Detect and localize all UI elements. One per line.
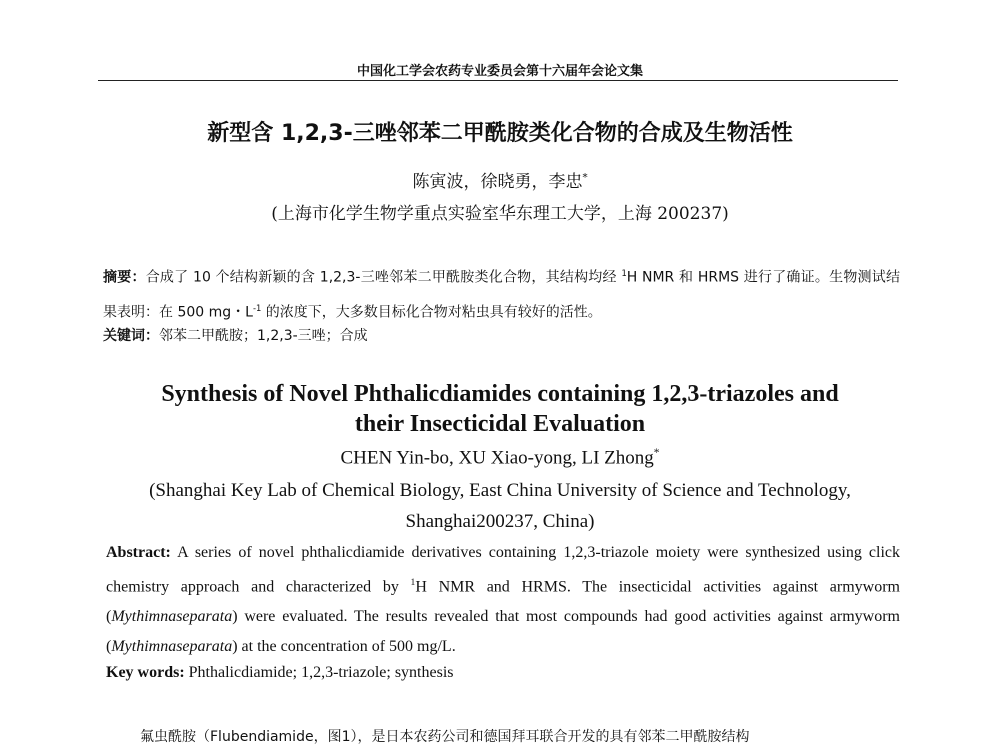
header-rule [98, 80, 898, 81]
english-affiliation-line-1: (Shanghai Key Lab of Chemical Biology, East China University of Science and Technology, [149, 480, 851, 501]
english-title [0, 379, 1000, 439]
running-header: 中国化工学会农药专业委员会第十六届年会论文集 [356, 64, 643, 79]
species-name-2: Mythimnaseparata [111, 638, 233, 656]
body-text-first-line: 氟虫酰胺（Flubendiamide，图1），是日本农药公司和德国拜耳联合开发的具有邻苯二甲酰胺结构 [140, 729, 750, 745]
english-authors [0, 447, 1000, 469]
english-affiliation-line-2: Shanghai200237, China) [405, 511, 595, 532]
chinese-abstract-text-1: 合成了 10 个结构新颖的含 1,2,3-三唑邻苯二甲酰胺类化合物，其结构均经 [145, 269, 622, 286]
species-name-1: Mythimnaseparata [111, 608, 233, 626]
chinese-abstract-text-2: H NMR 和 HRMS 进行了确证。生物测试结果表明：在 500 mg・L [103, 269, 901, 321]
chinese-abstract-label: 摘要： [103, 269, 146, 286]
english-abstract-sup: 1 [410, 577, 416, 588]
english-abstract-text-3: ) were evaluated. The results revealed that most compounds had good activities against armyworm ( [106, 608, 900, 656]
chinese-abstract-sup-2: -1 [252, 302, 262, 313]
english-abstract-text-4: ) at the concentration of 500 mg/L. [232, 638, 456, 656]
english-author-names: CHEN Yin-bo, XU Xiao-yong, LI Zhong [340, 447, 654, 469]
english-abstract [106, 538, 900, 662]
chinese-keywords [103, 325, 900, 345]
english-keywords-label: Key words: [106, 664, 185, 681]
english-abstract-text-2: H NMR and HRMS. The insecticidal activities against armyworm ( [106, 578, 901, 626]
english-corresponding-author-mark: * [653, 447, 660, 459]
english-affiliation [110, 475, 890, 537]
chinese-keywords-text: 邻苯二甲酰胺；1,2,3-三唑；合成 [159, 328, 368, 344]
corresponding-author-mark: * [582, 172, 588, 184]
chinese-affiliation: (上海市化学生物学重点实验室华东理工大学，上海 200237) [271, 204, 729, 224]
chinese-author-names: 陈寅波，徐晓勇，李忠 [412, 172, 583, 192]
chinese-abstract-text-3: 的浓度下，大多数目标化合物对粘虫具有较好的活性。 [261, 304, 602, 321]
chinese-title: 新型含 1,2,3-三唑邻苯二甲酰胺类化合物的合成及生物活性 [207, 121, 793, 146]
english-title-line-2: their Insecticidal Evaluation [354, 411, 646, 437]
chinese-keywords-label: 关键词： [103, 328, 159, 344]
english-abstract-label: Abstract: [106, 544, 171, 561]
chinese-abstract [103, 258, 900, 327]
chinese-authors [0, 167, 1000, 192]
english-title-line-1: Synthesis of Novel Phthalicdiamides containing 1,2,3-triazoles and [161, 381, 839, 407]
english-keywords-text: Phthalicdiamide; 1,2,3-triazole; synthesis [184, 664, 454, 681]
chinese-abstract-sup-1: 1 [621, 268, 627, 278]
english-abstract-text-1: A series of novel phthalicdiamide derivatives containing 1,2,3-triazole moiety were synthesized using click chemistry approach and characterized by [106, 544, 900, 596]
english-keywords [106, 664, 900, 682]
